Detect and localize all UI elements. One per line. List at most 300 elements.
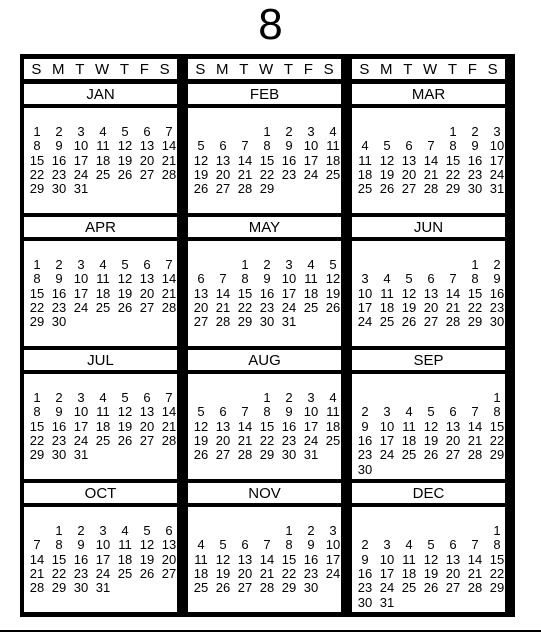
day-number: 12: [423, 418, 439, 434]
day-number: 21: [259, 565, 275, 581]
day-number: 24: [303, 166, 319, 182]
day-number: 12: [139, 537, 155, 553]
day-number: 9: [55, 404, 63, 420]
day-number: 5: [121, 257, 129, 272]
weekday-label: F: [467, 60, 477, 78]
day-number: 20: [193, 299, 209, 315]
day-number: 22: [489, 432, 505, 448]
day-number: 13: [139, 271, 155, 287]
day-number: 8: [33, 138, 41, 154]
day-number: 1: [263, 124, 271, 139]
day-number: 18: [95, 285, 111, 301]
day-number: 22: [51, 565, 67, 581]
day-number: 16: [489, 285, 505, 301]
month-title: JAN: [24, 84, 177, 104]
day-number: 16: [357, 565, 373, 581]
day-number: 26: [379, 181, 395, 197]
day-number: 9: [285, 404, 293, 420]
day-number: 18: [95, 418, 111, 434]
day-number: 14: [161, 404, 177, 420]
day-number: 16: [259, 285, 275, 301]
day-number: 26: [193, 447, 209, 463]
day-number: 26: [423, 447, 439, 463]
day-number: 29: [489, 580, 505, 596]
day-number: 21: [467, 432, 483, 448]
day-number: 10: [303, 138, 319, 154]
day-number: 14: [161, 138, 177, 154]
day-number: 14: [467, 551, 483, 567]
month-title: AUG: [188, 350, 341, 370]
day-number: 6: [143, 257, 151, 272]
day-number: 22: [29, 166, 45, 182]
day-number: 19: [139, 551, 155, 567]
day-number: 29: [29, 314, 45, 330]
day-number: 16: [357, 432, 373, 448]
day-number: 17: [303, 418, 319, 434]
day-number: 23: [357, 447, 373, 463]
day-number: 2: [361, 404, 369, 420]
day-number: 27: [445, 580, 461, 596]
day-number: 14: [445, 285, 461, 301]
month-days: [352, 374, 505, 479]
day-number: 1: [33, 257, 41, 272]
day-number: 13: [139, 404, 155, 420]
day-number: 27: [215, 181, 231, 197]
day-number: 17: [379, 565, 395, 581]
day-number: 31: [73, 181, 89, 197]
day-number: 23: [357, 580, 373, 596]
day-number: 24: [73, 299, 89, 315]
weekday-label: T: [447, 60, 458, 78]
day-number: 30: [73, 580, 89, 596]
day-number: 15: [237, 285, 253, 301]
day-number: 10: [379, 418, 395, 434]
day-number: 17: [303, 152, 319, 168]
day-number: 17: [357, 299, 373, 315]
day-number: 17: [73, 152, 89, 168]
day-number: 7: [33, 537, 41, 553]
month-days: [188, 108, 341, 213]
day-number: 3: [361, 271, 369, 287]
day-number: 12: [117, 404, 133, 420]
day-number: 25: [357, 181, 373, 197]
day-number: 4: [329, 124, 337, 139]
day-number: 1: [241, 257, 249, 272]
day-number: 26: [215, 580, 231, 596]
calendar-column: [348, 54, 509, 617]
day-number: 16: [303, 551, 319, 567]
day-number: 27: [445, 447, 461, 463]
day-number: 19: [423, 432, 439, 448]
day-number: 26: [325, 299, 341, 315]
day-number: 27: [139, 432, 155, 448]
day-number: 8: [33, 271, 41, 287]
day-number: 23: [489, 299, 505, 315]
calendar-column: [184, 54, 345, 617]
weekday-header: [352, 59, 505, 79]
month-title: JUN: [352, 217, 505, 237]
day-number: 16: [467, 152, 483, 168]
day-number: 10: [73, 138, 89, 154]
day-number: 14: [161, 271, 177, 287]
weekday-label: T: [75, 60, 85, 78]
day-number: 3: [99, 523, 107, 538]
day-number: 18: [401, 432, 417, 448]
day-number: 25: [325, 166, 341, 182]
day-number: 26: [139, 565, 155, 581]
day-number: 27: [215, 447, 231, 463]
day-number: 23: [281, 166, 297, 182]
day-number: 7: [471, 404, 479, 420]
day-number: 12: [325, 271, 341, 287]
weekday-label: S: [359, 60, 370, 78]
day-number: 3: [77, 390, 85, 405]
day-number: 12: [379, 152, 395, 168]
day-number: 24: [357, 314, 373, 330]
day-number: 21: [237, 432, 253, 448]
day-number: 10: [489, 138, 505, 154]
weekday-label: M: [216, 60, 229, 78]
day-number: 7: [219, 271, 227, 287]
day-number: 2: [263, 257, 271, 272]
day-number: 31: [95, 580, 111, 596]
day-number: 4: [121, 523, 129, 538]
day-number: 25: [401, 447, 417, 463]
day-number: 25: [401, 580, 417, 596]
day-number: 10: [73, 271, 89, 287]
day-number: 10: [281, 271, 297, 287]
day-number: 18: [401, 565, 417, 581]
day-number: 18: [117, 551, 133, 567]
day-number: 14: [215, 285, 231, 301]
day-number: 28: [237, 447, 253, 463]
day-number: 14: [259, 551, 275, 567]
day-number: 1: [449, 124, 457, 139]
day-number: 24: [95, 565, 111, 581]
day-number: 4: [361, 138, 369, 154]
day-number: 22: [259, 166, 275, 182]
day-number: 20: [139, 152, 155, 168]
day-number: 25: [379, 314, 395, 330]
day-number: 7: [471, 537, 479, 553]
month-title: MAY: [188, 217, 341, 237]
day-number: 25: [117, 565, 133, 581]
day-number: 1: [55, 523, 63, 538]
day-number: 2: [55, 390, 63, 405]
day-number: 16: [73, 551, 89, 567]
day-number: 21: [467, 565, 483, 581]
day-number: 21: [423, 166, 439, 182]
day-number: 24: [73, 166, 89, 182]
day-number: 8: [33, 404, 41, 420]
day-number: 30: [51, 314, 67, 330]
day-number: 21: [445, 299, 461, 315]
day-number: 13: [215, 418, 231, 434]
day-number: 26: [423, 580, 439, 596]
day-number: 15: [467, 285, 483, 301]
day-number: 16: [51, 152, 67, 168]
day-number: 15: [259, 152, 275, 168]
day-number: 12: [117, 271, 133, 287]
day-number: 12: [193, 418, 209, 434]
day-number: 19: [423, 565, 439, 581]
day-number: 17: [281, 285, 297, 301]
day-number: 5: [197, 404, 205, 420]
month-days: [188, 374, 341, 479]
day-number: 8: [263, 404, 271, 420]
day-number: 25: [193, 580, 209, 596]
day-number: 4: [99, 390, 107, 405]
day-number: 30: [357, 594, 373, 610]
day-number: 3: [307, 124, 315, 139]
day-number: 8: [449, 138, 457, 154]
day-number: 28: [467, 580, 483, 596]
weekday-label: M: [380, 60, 393, 78]
day-number: 30: [303, 580, 319, 596]
weekday-label: S: [159, 60, 170, 78]
day-number: 28: [259, 580, 275, 596]
day-number: 13: [237, 551, 253, 567]
day-number: 7: [165, 390, 173, 405]
day-number: 23: [467, 166, 483, 182]
day-number: 12: [117, 138, 133, 154]
day-number: 14: [29, 551, 45, 567]
day-number: 5: [143, 523, 151, 538]
day-number: 22: [489, 565, 505, 581]
day-number: 20: [215, 166, 231, 182]
day-number: 14: [423, 152, 439, 168]
day-number: 27: [193, 314, 209, 330]
month-title: APR: [24, 217, 177, 237]
day-number: 18: [325, 418, 341, 434]
day-number: 26: [117, 432, 133, 448]
day-number: 6: [219, 138, 227, 154]
day-number: 12: [215, 551, 231, 567]
day-number: 15: [259, 418, 275, 434]
day-number: 8: [55, 537, 63, 553]
month-title: OCT: [24, 483, 177, 503]
day-number: 27: [139, 166, 155, 182]
day-number: 9: [307, 537, 315, 553]
day-number: 4: [329, 390, 337, 405]
day-number: 17: [379, 432, 395, 448]
day-number: 5: [121, 124, 129, 139]
day-number: 5: [383, 138, 391, 154]
day-number: 2: [361, 537, 369, 553]
day-number: 14: [237, 152, 253, 168]
day-number: 29: [237, 314, 253, 330]
day-number: 5: [329, 257, 337, 272]
day-number: 15: [29, 418, 45, 434]
weekday-label: T: [283, 60, 294, 78]
month-days: [24, 241, 177, 346]
day-number: 31: [73, 447, 89, 463]
weekday-label: W: [423, 60, 438, 78]
day-number: 1: [493, 523, 501, 538]
day-number: 6: [241, 537, 249, 553]
day-number: 19: [215, 565, 231, 581]
day-number: 23: [51, 299, 67, 315]
day-number: 24: [489, 166, 505, 182]
day-number: 10: [95, 537, 111, 553]
day-number: 21: [237, 166, 253, 182]
day-number: 29: [445, 181, 461, 197]
day-number: 19: [193, 432, 209, 448]
calendar-grid: [20, 54, 515, 617]
day-number: 14: [467, 418, 483, 434]
day-number: 2: [471, 124, 479, 139]
day-number: 22: [259, 432, 275, 448]
day-number: 24: [379, 580, 395, 596]
calendar-column: [20, 54, 181, 617]
month-title: JUL: [24, 350, 177, 370]
month-title: NOV: [188, 483, 341, 503]
day-number: 30: [51, 181, 67, 197]
day-number: 13: [423, 285, 439, 301]
day-number: 10: [303, 404, 319, 420]
day-number: 5: [197, 138, 205, 154]
day-number: 18: [95, 152, 111, 168]
day-number: 28: [467, 447, 483, 463]
day-number: 18: [357, 166, 373, 182]
day-number: 10: [357, 285, 373, 301]
weekday-label: T: [119, 60, 130, 78]
day-number: 28: [161, 432, 177, 448]
day-number: 11: [96, 138, 110, 154]
day-number: 3: [77, 257, 85, 272]
day-number: 16: [281, 152, 297, 168]
day-number: 25: [95, 299, 111, 315]
day-number: 2: [307, 523, 315, 538]
day-number: 9: [361, 418, 369, 434]
day-number: 11: [326, 404, 340, 420]
day-number: 18: [193, 565, 209, 581]
day-number: 16: [281, 418, 297, 434]
day-number: 8: [285, 537, 293, 553]
day-number: 5: [121, 390, 129, 405]
day-number: 6: [219, 404, 227, 420]
day-number: 11: [402, 551, 416, 567]
day-number: 4: [405, 537, 413, 553]
month-title: FEB: [188, 84, 341, 104]
month-days: [24, 108, 177, 213]
day-number: 19: [117, 285, 133, 301]
day-number: 23: [51, 166, 67, 182]
day-number: 20: [139, 418, 155, 434]
day-number: 7: [449, 271, 457, 287]
day-number: 21: [161, 418, 177, 434]
day-number: 19: [117, 418, 133, 434]
day-number: 29: [29, 181, 45, 197]
day-number: 29: [259, 447, 275, 463]
day-number: 11: [304, 271, 318, 287]
day-number: 25: [95, 432, 111, 448]
bottom-divider: [0, 630, 541, 632]
weekday-label: S: [31, 60, 42, 78]
day-number: 20: [161, 551, 177, 567]
day-number: 1: [493, 390, 501, 405]
day-number: 17: [73, 418, 89, 434]
day-number: 30: [357, 461, 373, 477]
day-number: 4: [307, 257, 315, 272]
day-number: 22: [237, 299, 253, 315]
day-number: 13: [215, 152, 231, 168]
day-number: 8: [241, 271, 249, 287]
day-number: 8: [263, 138, 271, 154]
day-number: 1: [33, 124, 41, 139]
day-number: 4: [405, 404, 413, 420]
day-number: 18: [379, 299, 395, 315]
day-number: 28: [161, 166, 177, 182]
weekday-label: S: [487, 60, 498, 78]
day-number: 19: [401, 299, 417, 315]
day-number: 7: [241, 404, 249, 420]
month-days: [352, 507, 505, 612]
day-number: 6: [449, 537, 457, 553]
day-number: 14: [237, 418, 253, 434]
day-number: 27: [161, 565, 177, 581]
day-number: 24: [281, 299, 297, 315]
day-number: 21: [161, 285, 177, 301]
day-number: 29: [489, 447, 505, 463]
day-number: 2: [55, 257, 63, 272]
day-number: 30: [281, 447, 297, 463]
day-number: 20: [215, 432, 231, 448]
month-title: SEP: [352, 350, 505, 370]
day-number: 10: [325, 537, 341, 553]
day-number: 1: [33, 390, 41, 405]
day-number: 5: [427, 404, 435, 420]
day-number: 17: [325, 551, 341, 567]
day-number: 11: [380, 285, 394, 301]
day-number: 20: [423, 299, 439, 315]
weekday-label: W: [95, 60, 110, 78]
day-number: 19: [325, 285, 341, 301]
day-number: 15: [445, 152, 461, 168]
day-number: 13: [161, 537, 177, 553]
day-number: 20: [237, 565, 253, 581]
day-number: 7: [241, 138, 249, 154]
day-number: 3: [77, 124, 85, 139]
day-number: 2: [55, 124, 63, 139]
day-number: 2: [77, 523, 85, 538]
day-number: 6: [197, 271, 205, 287]
day-number: 11: [358, 152, 372, 168]
day-number: 5: [405, 271, 413, 287]
day-number: 20: [445, 565, 461, 581]
day-number: 6: [143, 124, 151, 139]
day-number: 18: [303, 285, 319, 301]
day-number: 13: [193, 285, 209, 301]
day-number: 24: [303, 432, 319, 448]
day-number: 9: [493, 271, 501, 287]
day-number: 19: [379, 166, 395, 182]
day-number: 9: [55, 138, 63, 154]
day-number: 13: [401, 152, 417, 168]
weekday-label: S: [195, 60, 206, 78]
day-number: 4: [99, 124, 107, 139]
day-number: 1: [285, 523, 293, 538]
day-number: 29: [259, 181, 275, 197]
day-number: 8: [493, 537, 501, 553]
day-number: 15: [281, 551, 297, 567]
day-number: 4: [383, 271, 391, 287]
day-number: 2: [285, 390, 293, 405]
day-number: 2: [493, 257, 501, 272]
day-number: 9: [361, 551, 369, 567]
day-number: 29: [29, 447, 45, 463]
day-number: 11: [118, 537, 132, 553]
